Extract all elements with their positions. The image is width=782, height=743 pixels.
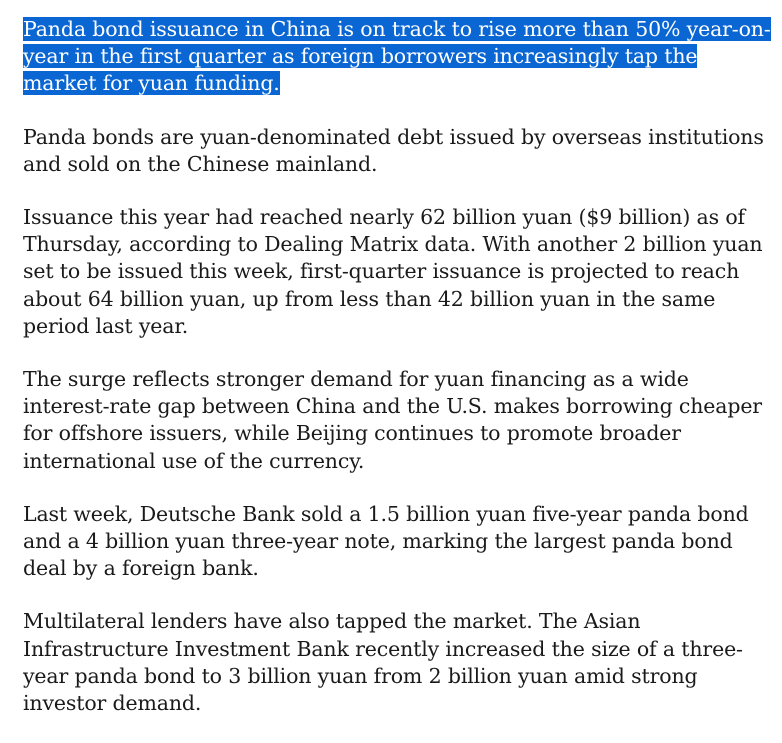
selected-text[interactable]: Panda bond issuance in China is on track to rise more than 50% year-on-year in the first quarter as foreign borrowers increasingly tap the market for yuan funding. [23, 17, 771, 96]
paragraph-surge: The surge reflects stronger demand for yuan financing as a wide interest-rate gap between China and the U.S. makes borrowing cheaper for offshore issuers, while Beijing continues to promote broader international use of the currency. [23, 367, 762, 473]
paragraph-definition: Panda bonds are yuan-denominated debt issued by overseas institutions and sold on the Chinese mainland. [23, 124, 764, 176]
paragraph-deutsche-bank: Last week, Deutsche Bank sold a 1.5 billion yuan five-year panda bond and a 4 billion yuan three-year note, marking the largest panda bond deal by a foreign bank. [23, 501, 749, 581]
article-body [23, 16, 773, 743]
paragraph-multilateral: Multilateral lenders have also tapped the market. The Asian Infrastructure Investment Bank recently increased the size of a three-year panda bond to 3 billion yuan from 2 billion yuan amid strong investor demand. [23, 609, 743, 716]
lead-paragraph[interactable] [23, 16, 773, 98]
paragraph-issuance: Issuance this year had reached nearly 62 billion yuan ($9 billion) as of Thursday, according to Dealing Matrix data. With another 2 billion yuan set to be issued this week, first-quarter issuance is projected to reach about 64 billion yuan, up from less than 42 billion yuan in the same period last year. [23, 205, 763, 338]
